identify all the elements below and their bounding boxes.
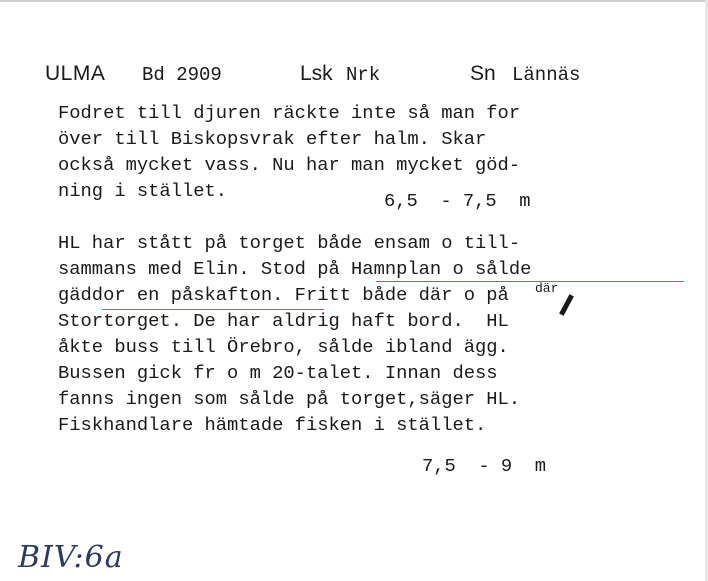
text-line: HL har stått på torget både ensam o till- (58, 232, 521, 254)
parish-value: Lännäs (512, 64, 581, 86)
province-value: Nrk (346, 64, 381, 86)
text-line: Fiskhandlare hämtade fisken i stället. (58, 414, 487, 436)
text-line: också mycket vass. Nu har man mycket göd- (58, 154, 521, 176)
card-header (0, 60, 708, 90)
text-line: över till Biskopsvrak efter halm. Skar (58, 128, 487, 150)
text-line: gäddor en påskafton. Fritt både där o på (58, 284, 509, 306)
text-line: fanns ingen som sålde på torget,säger HL. (58, 388, 521, 410)
volume-number: Bd 2909 (142, 64, 222, 86)
depth-measure-1: 6,5 - 7,5 m (384, 190, 531, 212)
handwritten-reference: BIV:6a (18, 540, 124, 575)
archive-label: ULMA (45, 62, 106, 85)
card-top-edge (0, 0, 708, 10)
red-underline (376, 281, 684, 282)
insertion-mark (559, 294, 574, 316)
text-line: ning i stället. (58, 180, 228, 202)
inserted-word: där (535, 281, 559, 296)
red-underline (102, 309, 324, 310)
province-label: Lsk (300, 62, 333, 85)
text-line: Stortorget. De har aldrig haft bord. HL (58, 310, 509, 332)
parish-label: Sn (470, 62, 496, 85)
text-line: åkte buss till Örebro, sålde ibland ägg. (58, 336, 509, 358)
text-line: sammans med Elin. Stod på Hamnplan o sålde (58, 258, 532, 280)
depth-measure-2: 7,5 - 9 m (422, 455, 546, 477)
text-line: Bussen gick fr o m 20-talet. Innan dess (58, 362, 498, 384)
text-line: Fodret till djuren räckte inte så man for (58, 102, 521, 124)
